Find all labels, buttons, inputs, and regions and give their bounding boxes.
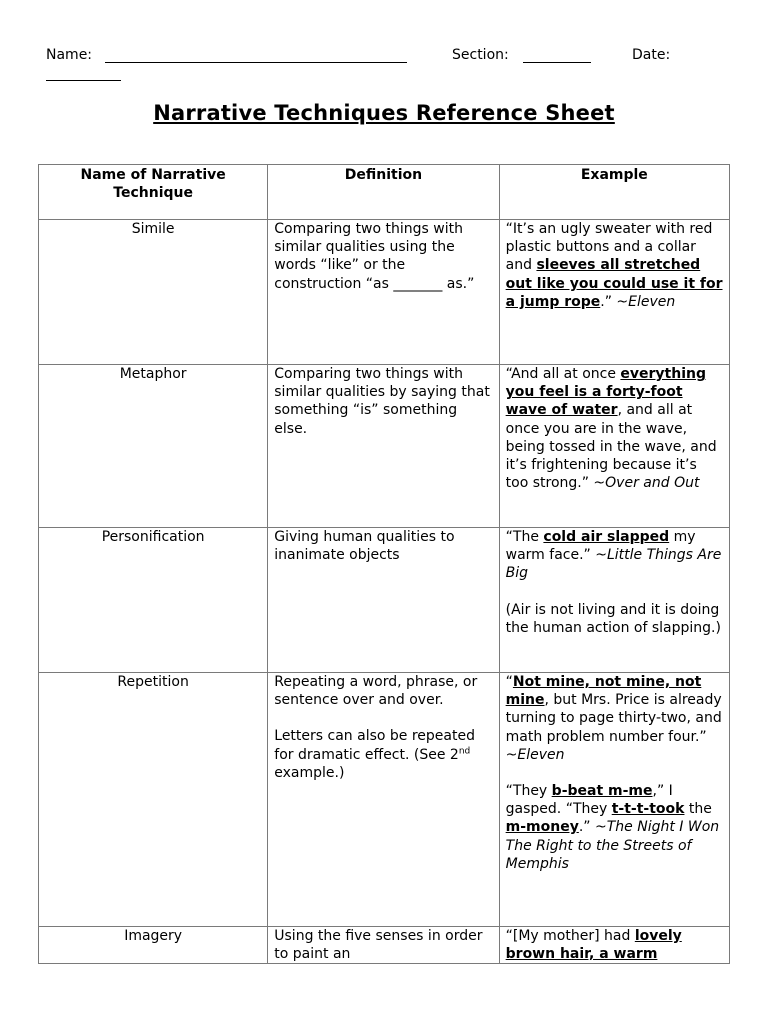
technique-definition: Repeating a word, phrase, or sentence over and over. Letters can also be repeated for dramatic effect. (See 2nd example.) — [268, 673, 499, 927]
technique-example: “And all at once everything you feel is a forty-foot wave of water, and all at once you are in the wave, being tossed in the wave, and it’s frightening because it’s too strong.” ~Over and Out — [499, 365, 729, 528]
technique-example: “It’s an ugly sweater with red plastic buttons and a collar and sleeves all stretched out like you could use it for a jump rope.” ~Eleven — [499, 220, 729, 365]
section-field[interactable] — [523, 62, 591, 63]
name-field[interactable] — [105, 62, 407, 63]
date-label: Date: — [632, 47, 671, 63]
example-source: Little Things Are Big — [505, 547, 722, 582]
technique-example: “The cold air slapped my warm face.” ~Little Things Are Big (Air is not living and it is doing the human action of slapping.) — [499, 528, 729, 673]
table-row — [39, 365, 730, 528]
table-row — [39, 528, 730, 673]
technique-definition: Comparing two things with similar qualities by saying that something “is” something else. — [268, 365, 499, 528]
table-row — [39, 673, 730, 927]
technique-name: Simile — [39, 220, 268, 365]
technique-definition: Comparing two things with similar qualities using the words “like” or the construction “as _______ as.” — [268, 220, 499, 365]
technique-definition: Giving human qualities to inanimate objects — [268, 528, 499, 673]
technique-definition: Using the five senses in order to paint an — [268, 927, 499, 964]
technique-example: “Not mine, not mine, not mine, but Mrs. Price is already turning to page thirty-two, and math problem number four.” ~Eleven “They b-beat m-me,” I gasped. “They t-t-t-took the m-money.” ~The Night I Won The Right to the Streets of Memphis — [499, 673, 729, 927]
example-note: (Air is not living and it is doing the human action of slapping.) — [505, 601, 721, 636]
example-source: Eleven — [628, 293, 676, 310]
column-header-definition: Definition — [268, 165, 499, 220]
date-field[interactable] — [46, 80, 121, 81]
technique-name: Repetition — [39, 673, 268, 927]
technique-name: Personification — [39, 528, 268, 673]
table-header-row — [39, 165, 730, 220]
technique-name: Imagery — [39, 927, 268, 964]
table-row — [39, 220, 730, 365]
technique-example: “[My mother] had lovely brown hair, a warm — [499, 927, 729, 964]
name-label: Name: — [46, 47, 93, 63]
column-header-technique: Name of Narrative Technique — [39, 165, 268, 220]
example-source: Eleven — [517, 746, 565, 763]
technique-name: Metaphor — [39, 365, 268, 528]
table-row — [39, 927, 730, 964]
column-header-example: Example — [499, 165, 729, 220]
page-title: Narrative Techniques Reference Sheet — [153, 101, 615, 125]
example-source: Over and Out — [605, 475, 700, 492]
reference-table — [38, 164, 730, 964]
example-source: The Night I Won The Right to the Streets of Memphis — [505, 819, 720, 872]
page-bottom-margin — [0, 966, 768, 1024]
section-label: Section: — [452, 47, 509, 63]
